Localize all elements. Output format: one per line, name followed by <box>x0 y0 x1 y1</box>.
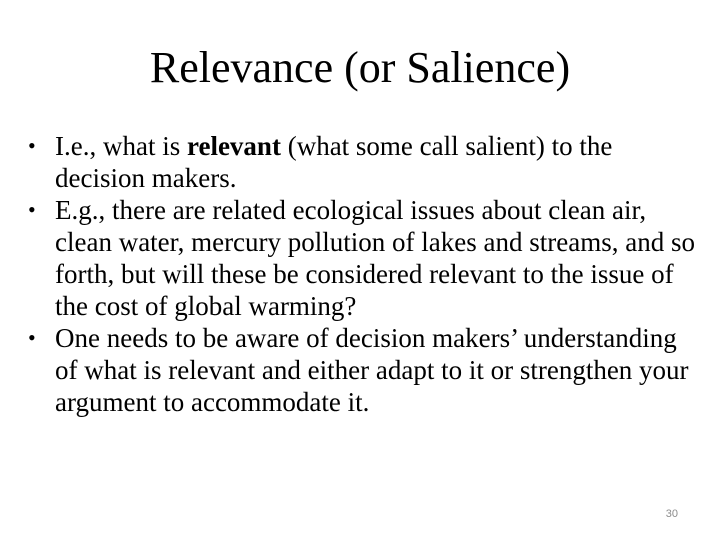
bullet-list <box>28 130 698 418</box>
bullet-text: One needs to be aware of decision makers’ understanding of what is relevant and either adapt to it or strengthen your argument to accommodate it. <box>55 323 689 417</box>
bullet-text-before: I.e., what is <box>55 131 187 161</box>
bullet-item <box>28 130 698 194</box>
bullet-marker: • <box>28 133 36 158</box>
bullet-text: E.g., there are related ecological issues about clean air, clean water, mercury pollution of lakes and streams, and so forth, but will these be considered relevant to the issue of the cost of global warming? <box>55 195 695 321</box>
bullet-text-bold: relevant <box>186 131 281 161</box>
bullet-item <box>28 322 698 418</box>
bullet-marker: • <box>28 197 36 222</box>
bullet-text-after: (what some call salient) to the decision makers. <box>55 131 613 193</box>
page-number: 30 <box>665 508 678 520</box>
bullet-item <box>28 194 698 322</box>
slide-title: Relevance (or Salience) <box>149 43 571 92</box>
bullet-marker: • <box>28 325 36 350</box>
